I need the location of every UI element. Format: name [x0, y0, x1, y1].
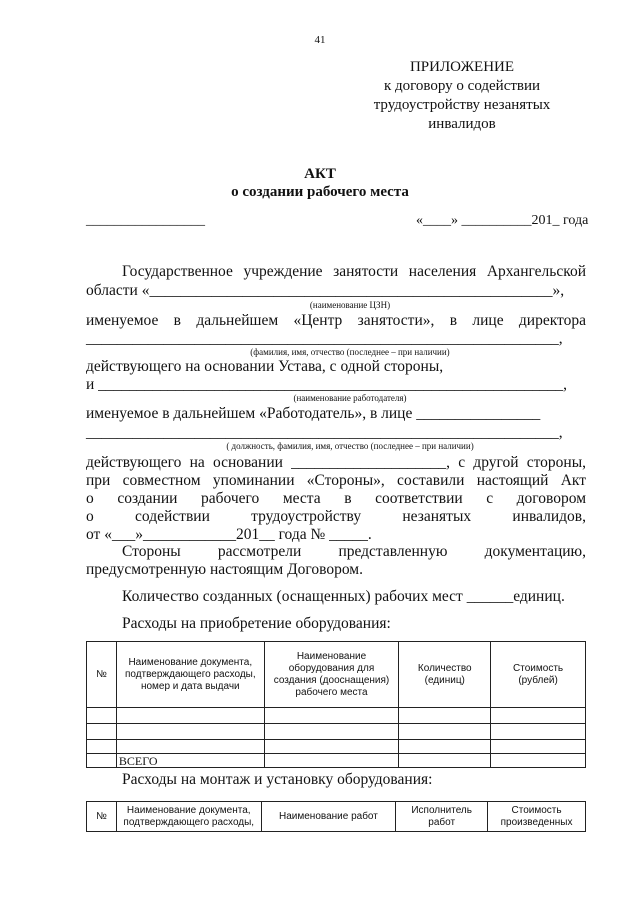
table-row: [87, 740, 586, 754]
body-line: при совместном упоминании «Стороны», составили настоящий Акт: [86, 472, 586, 489]
col-header-document: Наименование документа, подтверждающего расходы,: [116, 802, 261, 832]
total-label: ВСЕГО: [116, 754, 264, 768]
caption: ( должность, фамилия, имя, отчество (последнее – при наличии): [226, 441, 474, 451]
appendix-line: инвалидов: [428, 116, 496, 132]
table-row: [87, 724, 586, 740]
body-line: именуемое в дальнейшем «Центр занятости», в лице директора: [86, 312, 586, 329]
col-header-contractor: Исполнитель работ: [396, 802, 488, 832]
body-line: области «____________________________________________________»,: [86, 282, 565, 299]
caption: (фамилия, имя, отчество (последнее – при наличии): [250, 347, 450, 357]
appendix-line: ПРИЛОЖЕНИЕ: [409, 59, 515, 75]
table-row: [87, 708, 586, 724]
col-header-cost: Стоимость произведенных: [488, 802, 586, 832]
col-header-cost: Стоимость (рублей): [491, 642, 586, 708]
body-line: действующего на основании ____________________, с другой стороны,: [86, 454, 586, 471]
date-line: «____» __________201_ года: [416, 213, 589, 228]
caption: (наименование ЦЗН): [309, 300, 391, 310]
col-header-number: №: [87, 802, 117, 832]
col-header-equipment: Наименование оборудования для создания (дооснащения) рабочего места: [264, 642, 399, 708]
body-line: о создании рабочего места в соответствии с договором: [86, 490, 586, 507]
caption: (наименование работодателя): [293, 393, 407, 403]
installation-table: [86, 801, 586, 832]
col-header-document: Наименование документа, подтверждающего расходы, номер и дата выдачи: [116, 642, 264, 708]
appendix-line: трудоустройству незанятых: [373, 97, 551, 113]
body-line: о содействии трудоустройству незанятых инвалидов,: [86, 508, 586, 525]
body-line: действующего на основании Устава, с одной стороны,: [86, 358, 444, 375]
body-line: Расходы на приобретение оборудования:: [122, 615, 391, 632]
doc-subtitle: о создании рабочего места: [231, 184, 409, 200]
body-line: Государственное учреждение занятости населения Архангельской: [122, 263, 586, 280]
date-place-line: _________________: [86, 213, 205, 228]
body-line: _____________________________________________________________,: [86, 424, 563, 441]
body-line: Расходы на монтаж и установку оборудования:: [122, 771, 433, 788]
equipment-table: [86, 641, 586, 768]
doc-title: АКТ: [304, 166, 336, 182]
body-line: предусмотренную настоящим Договором.: [86, 561, 363, 578]
col-header-number: №: [87, 642, 117, 708]
total-row: [87, 754, 586, 768]
body-line: именуемое в дальнейшем «Работодатель», в лице ________________: [86, 405, 541, 422]
body-line: _____________________________________________________________,: [86, 330, 563, 347]
body-line: Стороны рассмотрели представленную документацию,: [122, 543, 586, 560]
col-header-quantity: Количество (единиц): [399, 642, 491, 708]
col-header-works: Наименование работ: [261, 802, 396, 832]
appendix-line: к договору о содействии: [383, 78, 541, 94]
body-line: от «___»____________201__ года № _____.: [86, 526, 372, 543]
page-number: 41: [314, 34, 326, 46]
body-line: Количество созданных (оснащенных) рабочих мест ______единиц.: [122, 588, 565, 605]
body-line: и ____________________________________________________________,: [86, 376, 568, 393]
